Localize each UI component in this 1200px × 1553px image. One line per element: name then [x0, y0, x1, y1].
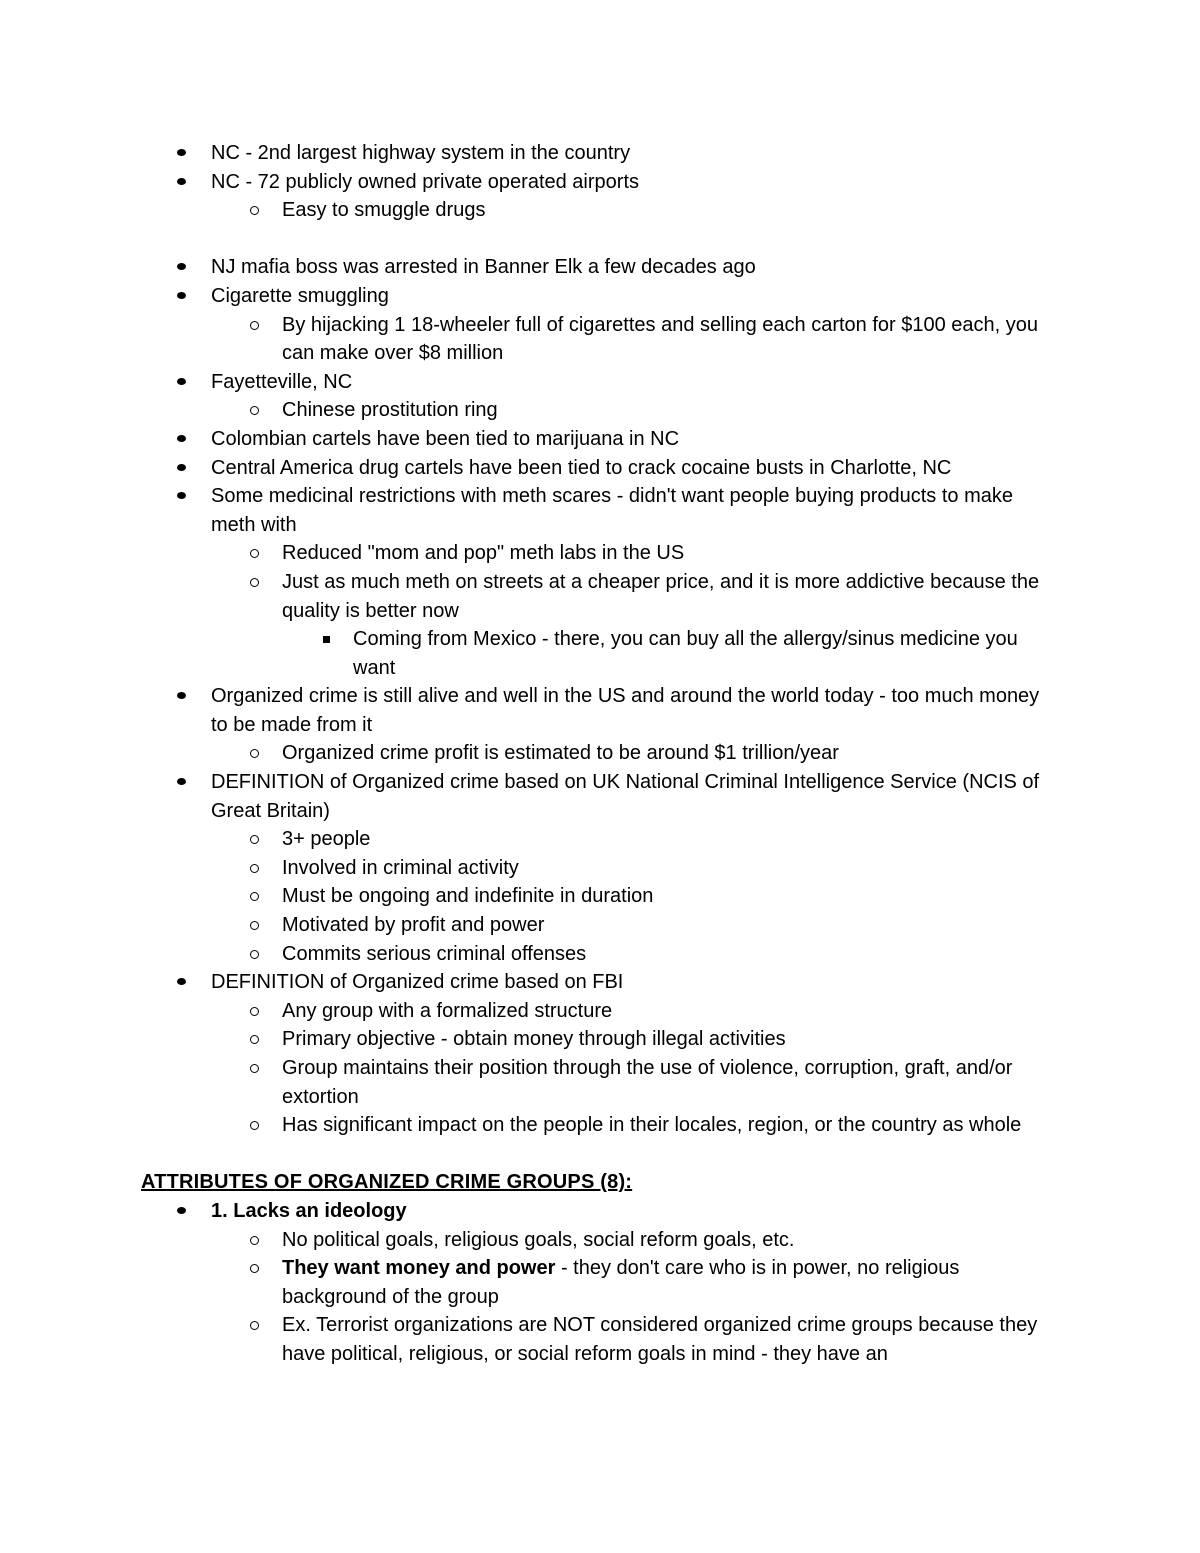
bullet-square-icon	[323, 636, 330, 643]
list-item	[0, 196, 1062, 225]
list-item-text: Motivated by profit and power	[282, 914, 545, 937]
bullet-disc-icon	[177, 292, 186, 299]
list-item	[0, 997, 1062, 1026]
list-item-text: Coming from Mexico - there, you can buy all the allergy/sinus medicine you want	[353, 628, 1018, 679]
list-item	[0, 368, 1041, 397]
bullet-circle-icon	[250, 1321, 259, 1330]
blank-line	[0, 1140, 1200, 1169]
list-item	[0, 454, 1041, 483]
list-item	[0, 168, 1041, 197]
list-item	[0, 882, 1062, 911]
bullet-disc-icon	[177, 149, 186, 156]
bullet-circle-icon	[250, 321, 259, 330]
bullet-circle-icon	[250, 835, 259, 844]
list-item-text: Colombian cartels have been tied to marijuana in NC	[211, 427, 680, 450]
list-item-text: Easy to smuggle drugs	[282, 199, 486, 222]
list-item-bold-text: They want money and power	[282, 1257, 556, 1280]
list-item	[0, 282, 1041, 311]
list-item-text: Just as much meth on streets at a cheaper price, and it is more addictive because the quality is better now	[282, 570, 1040, 622]
list-item-text: Cigarette smuggling	[211, 284, 389, 307]
list-item	[0, 625, 1043, 682]
list-item	[0, 253, 1041, 282]
list-item-text: Must be ongoing and indefinite in duration	[282, 885, 654, 908]
bullet-disc-icon	[177, 464, 186, 471]
list-item	[0, 482, 1041, 539]
list-item	[0, 682, 1041, 739]
list-item	[0, 396, 1062, 425]
bullet-circle-icon	[250, 206, 259, 215]
list-item-text: DEFINITION of Organized crime based on UK National Criminal Intelligence Service (NCIS of Great Britain)	[211, 771, 1040, 822]
list-item-text: By hijacking 1 18-wheeler full of cigarettes and selling each carton for $100 each, you can make over $8 million	[282, 313, 1039, 365]
list-item	[0, 940, 1062, 969]
section-heading: ATTRIBUTES OF ORGANIZED CRIME GROUPS (8):	[141, 1171, 633, 1194]
list-item-text: Any group with a formalized structure	[282, 999, 613, 1022]
bullet-disc-icon	[177, 378, 186, 385]
list-item	[0, 1311, 1062, 1368]
bullet-disc-icon	[177, 1207, 186, 1214]
bullet-disc-icon	[177, 778, 186, 785]
bullet-circle-icon	[250, 1007, 259, 1016]
list-item-text: NC - 72 publicly owned private operated airports	[211, 170, 639, 193]
list-item	[0, 139, 1041, 168]
list-item	[0, 1254, 1062, 1311]
bullet-circle-icon	[250, 864, 259, 873]
list-item-text: Organized crime is still alive and well in the US and around the world today - too much money to be made from it	[211, 685, 1040, 736]
blank-line	[0, 225, 1200, 254]
list-item-text: No political goals, religious goals, social reform goals, etc.	[282, 1228, 795, 1251]
list-item	[0, 1111, 1062, 1140]
list-item	[0, 854, 1062, 883]
list-item	[0, 1226, 1062, 1255]
list-item	[0, 568, 1062, 625]
list-item-text: Reduced "mom and pop" meth labs in the US	[282, 542, 685, 565]
list-item	[0, 1054, 1062, 1111]
list-item-text: - they don't care who is in power, no religious background of the group	[282, 1257, 960, 1308]
list-item-text: Primary objective - obtain money through illegal activities	[282, 1028, 786, 1051]
list-item-text: Ex. Terrorist organizations are NOT considered organized crime groups because they have political, religious, or social reform goals in mind - they have an	[282, 1314, 1038, 1365]
bullet-circle-icon	[250, 921, 259, 930]
list-item-text: DEFINITION of Organized crime based on FBI	[211, 971, 624, 994]
bullet-circle-icon	[250, 1236, 259, 1245]
notes-body	[0, 139, 1200, 1369]
list-item-text: Fayetteville, NC	[211, 370, 353, 393]
list-item-text: NJ mafia boss was arrested in Banner Elk a few decades ago	[211, 256, 756, 279]
list-item-text: Group maintains their position through the use of violence, corruption, graft, and/or extortion	[282, 1057, 1013, 1108]
list-item-text: Has significant impact on the people in their locales, region, or the country as whole	[282, 1114, 1022, 1137]
list-item-text: Central America drug cartels have been tied to crack cocaine busts in Charlotte, NC	[211, 456, 952, 479]
list-item-text: NC - 2nd largest highway system in the country	[211, 142, 631, 164]
bullet-circle-icon	[250, 549, 259, 558]
list-item	[0, 1197, 1041, 1226]
bullet-disc-icon	[177, 692, 186, 699]
list-item-text: Commits serious criminal offenses	[282, 942, 587, 965]
list-item	[0, 968, 1041, 997]
bullet-circle-icon	[250, 578, 259, 587]
list-item-text: 1. Lacks an ideology	[211, 1199, 407, 1222]
list-item	[0, 911, 1062, 940]
bullet-circle-icon	[250, 1035, 259, 1044]
list-item-text: Some medicinal restrictions with meth scares - didn't want people buying products to make meth with	[211, 485, 1013, 536]
bullet-disc-icon	[177, 178, 186, 185]
bullet-circle-icon	[250, 892, 259, 901]
bullet-disc-icon	[177, 978, 186, 985]
list-item	[0, 425, 1041, 454]
list-item-text: 3+ people	[282, 828, 371, 851]
bullet-disc-icon	[177, 492, 186, 499]
bullet-circle-icon	[250, 1064, 259, 1073]
list-item-text: Organized crime profit is estimated to be around $1 trillion/year	[282, 742, 839, 765]
bullet-circle-icon	[250, 749, 259, 758]
list-item	[0, 739, 1062, 768]
list-item	[0, 539, 1062, 568]
list-item	[0, 1025, 1062, 1054]
list-item	[0, 311, 1062, 368]
list-item	[0, 768, 1041, 825]
list-item-text: Involved in criminal activity	[282, 856, 519, 879]
bullet-circle-icon	[250, 950, 259, 959]
bullet-circle-icon	[250, 1121, 259, 1130]
bullet-disc-icon	[177, 435, 186, 442]
list-item-text: Chinese prostitution ring	[282, 399, 498, 422]
list-item	[0, 825, 1062, 854]
bullet-circle-icon	[250, 1264, 259, 1273]
bullet-circle-icon	[250, 406, 259, 415]
bullet-disc-icon	[177, 263, 186, 270]
